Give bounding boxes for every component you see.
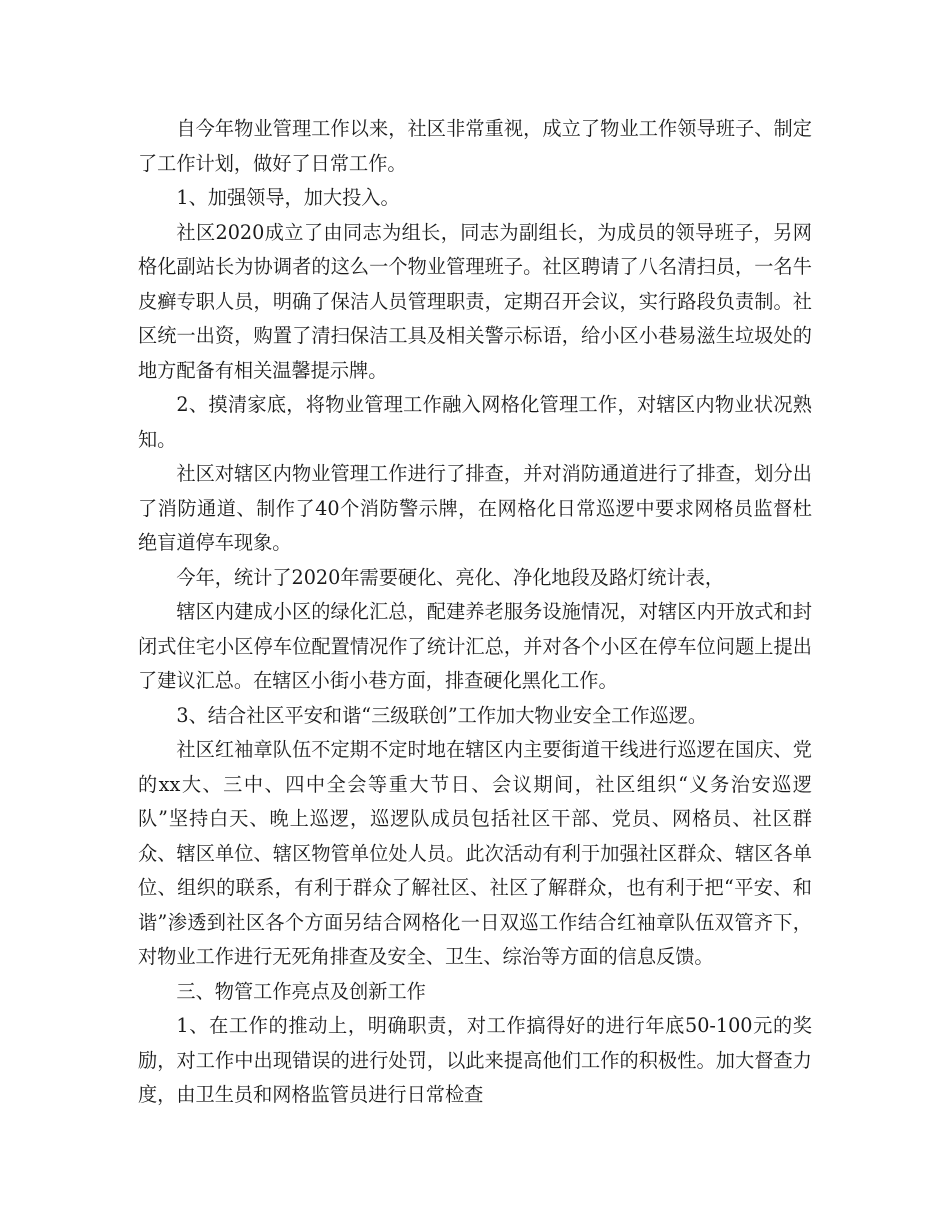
- section-heading-grid-management: 2、摸清家底，将物业管理工作融入网格化管理工作，对辖区内物业状况熟知。: [138, 393, 812, 451]
- reward-paragraph: 1、在工作的推动上，明确职责，对工作搞得好的进行年底50-100元的奖励，对工作中出现错误的进行处罚，以此来提高他们工作的积极性。加大督查力度，由卫生员和网格监管员进行日常检查: [138, 1014, 812, 1106]
- section-heading-leadership: 1、加强领导，加大投入。: [176, 186, 400, 209]
- leadership-paragraph: 社区2020成立了由同志为组长，同志为副组长，为成员的领导班子，另网格化副站长为协调者的这么一个物业管理班子。社区聘请了八名清扫员，一名牛皮癣专职人员，明确了保洁人员管理职责，定期召开会议，实行路段负责制。社区统一出资，购置了清扫保洁工具及相关警示标语，给小区小巷易滋生垃圾处的地方配备有相关温馨提示牌。: [138, 220, 812, 382]
- section-heading-patrol: 3、结合社区平安和谐“三级联创”工作加大物业安全工作巡逻。: [176, 703, 708, 727]
- section-heading-highlights: 三、物管工作亮点及创新工作: [176, 979, 426, 1003]
- intro-paragraph: 自今年物业管理工作以来，社区非常重视，成立了物业工作领导班子、制定了工作计划，做好了日常工作。: [138, 117, 812, 175]
- statistics-paragraph: 今年，统计了2020年需要硬化、亮化、净化地段及路灯统计表，: [176, 565, 725, 589]
- fire-lane-paragraph: 社区对辖区内物业管理工作进行了排查，并对消防通道进行了排查，划分出了消防通道、制作了40个消防警示牌，在网格化日常巡逻中要求网格员监督杜绝盲道停车现象。: [138, 462, 812, 554]
- document-body: [138, 112, 812, 1113]
- patrol-paragraph: 社区红袖章队伍不定期不定时地在辖区内主要街道干线进行巡逻在国庆、党的xx大、三中、四中全会等重大节日、会议期间，社区组织“义务治安巡逻队”坚持白天、晚上巡逻，巡逻队成员包括社区干部、党员、网格员、社区群众、辖区单位、辖区物管单位处人员。此次活动有利于加强社区群众、辖区各单位、组织的联系，有利于群众了解社区、社区了解群众，也有利于把“平安、和谐”渗透到社区各个方面另结合网格化一日双巡工作结合红袖章队伍双管齐下，对物业工作进行无死角排查及安全、卫生、综治等方面的信息反馈。: [138, 738, 812, 968]
- parking-summary-paragraph: 辖区内建成小区的绿化汇总，配建养老服务设施情况，对辖区内开放式和封闭式住宅小区停车位配置情况作了统计汇总，并对各个小区在停车位问题上提出了建议汇总。在辖区小街小巷方面，排查硬化黑化工作。: [138, 600, 812, 692]
